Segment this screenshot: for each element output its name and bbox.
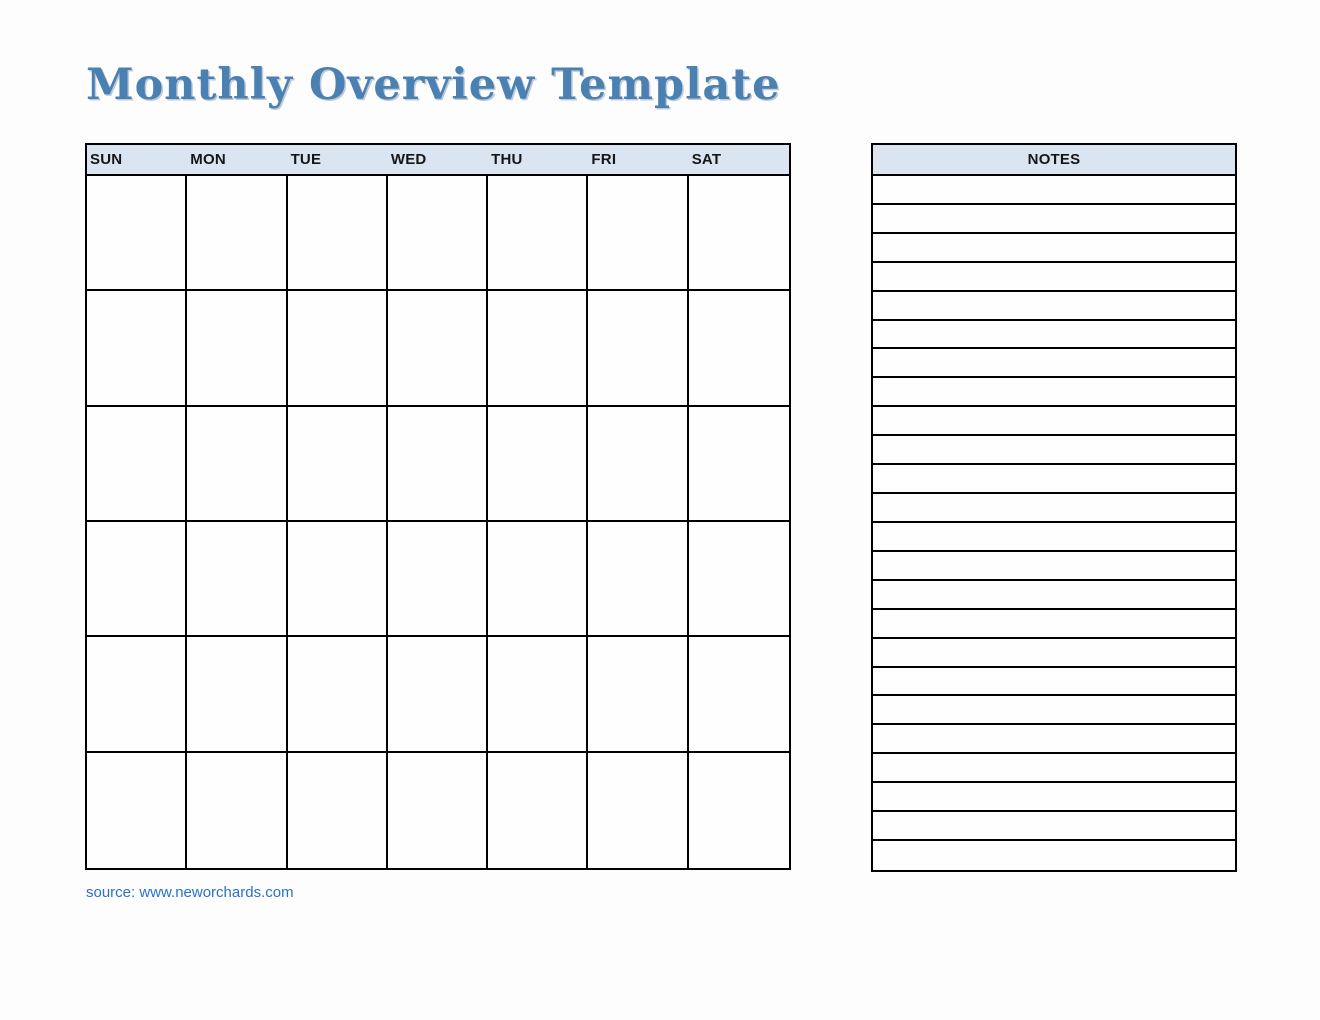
calendar-cell: [689, 637, 789, 752]
calendar-cell: [588, 407, 688, 522]
day-header-thu: THU: [491, 151, 523, 168]
notes-line: [873, 292, 1235, 321]
notes-line: [873, 234, 1235, 263]
notes-line: [873, 552, 1235, 581]
calendar-cell: [288, 176, 388, 291]
calendar-grid: [87, 176, 789, 868]
notes-line: [873, 639, 1235, 668]
notes-line: [873, 321, 1235, 350]
notes-line: [873, 436, 1235, 465]
calendar-cell: [388, 753, 488, 868]
calendar-cell: [87, 637, 187, 752]
notes-line: [873, 754, 1235, 783]
calendar-cell: [488, 407, 588, 522]
calendar-cell: [388, 176, 488, 291]
notes-line: [873, 668, 1235, 697]
calendar-cell: [87, 407, 187, 522]
calendar-header-row: [87, 145, 789, 176]
calendar-cell: [488, 637, 588, 752]
calendar-cell: [87, 291, 187, 406]
notes-line: [873, 610, 1235, 639]
page-title: Monthly Overview Template: [86, 60, 781, 110]
notes-line: [873, 176, 1235, 205]
source-link[interactable]: source: www.neworchards.com: [86, 884, 294, 901]
notes-lines: [873, 176, 1235, 870]
notes-line: [873, 783, 1235, 812]
calendar-cell: [689, 176, 789, 291]
calendar-cell: [187, 753, 287, 868]
notes-line: [873, 581, 1235, 610]
calendar-cell: [488, 176, 588, 291]
calendar-cell: [588, 637, 688, 752]
calendar-cell: [87, 176, 187, 291]
calendar-cell: [187, 407, 287, 522]
calendar-cell: [288, 291, 388, 406]
calendar-cell: [187, 637, 287, 752]
calendar-cell: [689, 522, 789, 637]
notes-line: [873, 523, 1235, 552]
notes-line: [873, 465, 1235, 494]
notes-line: [873, 407, 1235, 436]
calendar-cell: [689, 753, 789, 868]
notes-line: [873, 696, 1235, 725]
calendar-cell: [388, 291, 488, 406]
notes-header: NOTES: [873, 145, 1235, 176]
calendar-cell: [588, 522, 688, 637]
day-header-fri: FRI: [591, 151, 617, 168]
calendar-cell: [488, 291, 588, 406]
calendar-cell: [187, 291, 287, 406]
calendar-cell: [388, 637, 488, 752]
day-header-sat: SAT: [691, 151, 722, 168]
day-header-mon: MON: [190, 151, 226, 168]
calendar-cell: [588, 753, 688, 868]
notes-line: [873, 841, 1235, 870]
notes-line: [873, 378, 1235, 407]
calendar-cell: [588, 176, 688, 291]
calendar-cell: [588, 291, 688, 406]
notes-line: [873, 205, 1235, 234]
calendar-cell: [388, 407, 488, 522]
notes-line: [873, 725, 1235, 754]
notes-line: [873, 349, 1235, 378]
notes-line: [873, 494, 1235, 523]
notes-panel: [871, 143, 1237, 872]
day-header-sun: SUN: [90, 151, 123, 168]
calendar-table: [85, 143, 791, 870]
calendar-cell: [288, 753, 388, 868]
calendar-cell: [689, 291, 789, 406]
calendar-cell: [87, 753, 187, 868]
day-header-wed: WED: [390, 151, 427, 168]
notes-line: [873, 263, 1235, 292]
calendar-cell: [689, 407, 789, 522]
calendar-cell: [488, 522, 588, 637]
calendar-cell: [488, 753, 588, 868]
day-header-tue: TUE: [290, 151, 322, 168]
calendar-cell: [187, 522, 287, 637]
calendar-cell: [388, 522, 488, 637]
calendar-cell: [187, 176, 287, 291]
calendar-cell: [288, 522, 388, 637]
notes-line: [873, 812, 1235, 841]
calendar-cell: [87, 522, 187, 637]
calendar-cell: [288, 637, 388, 752]
calendar-cell: [288, 407, 388, 522]
